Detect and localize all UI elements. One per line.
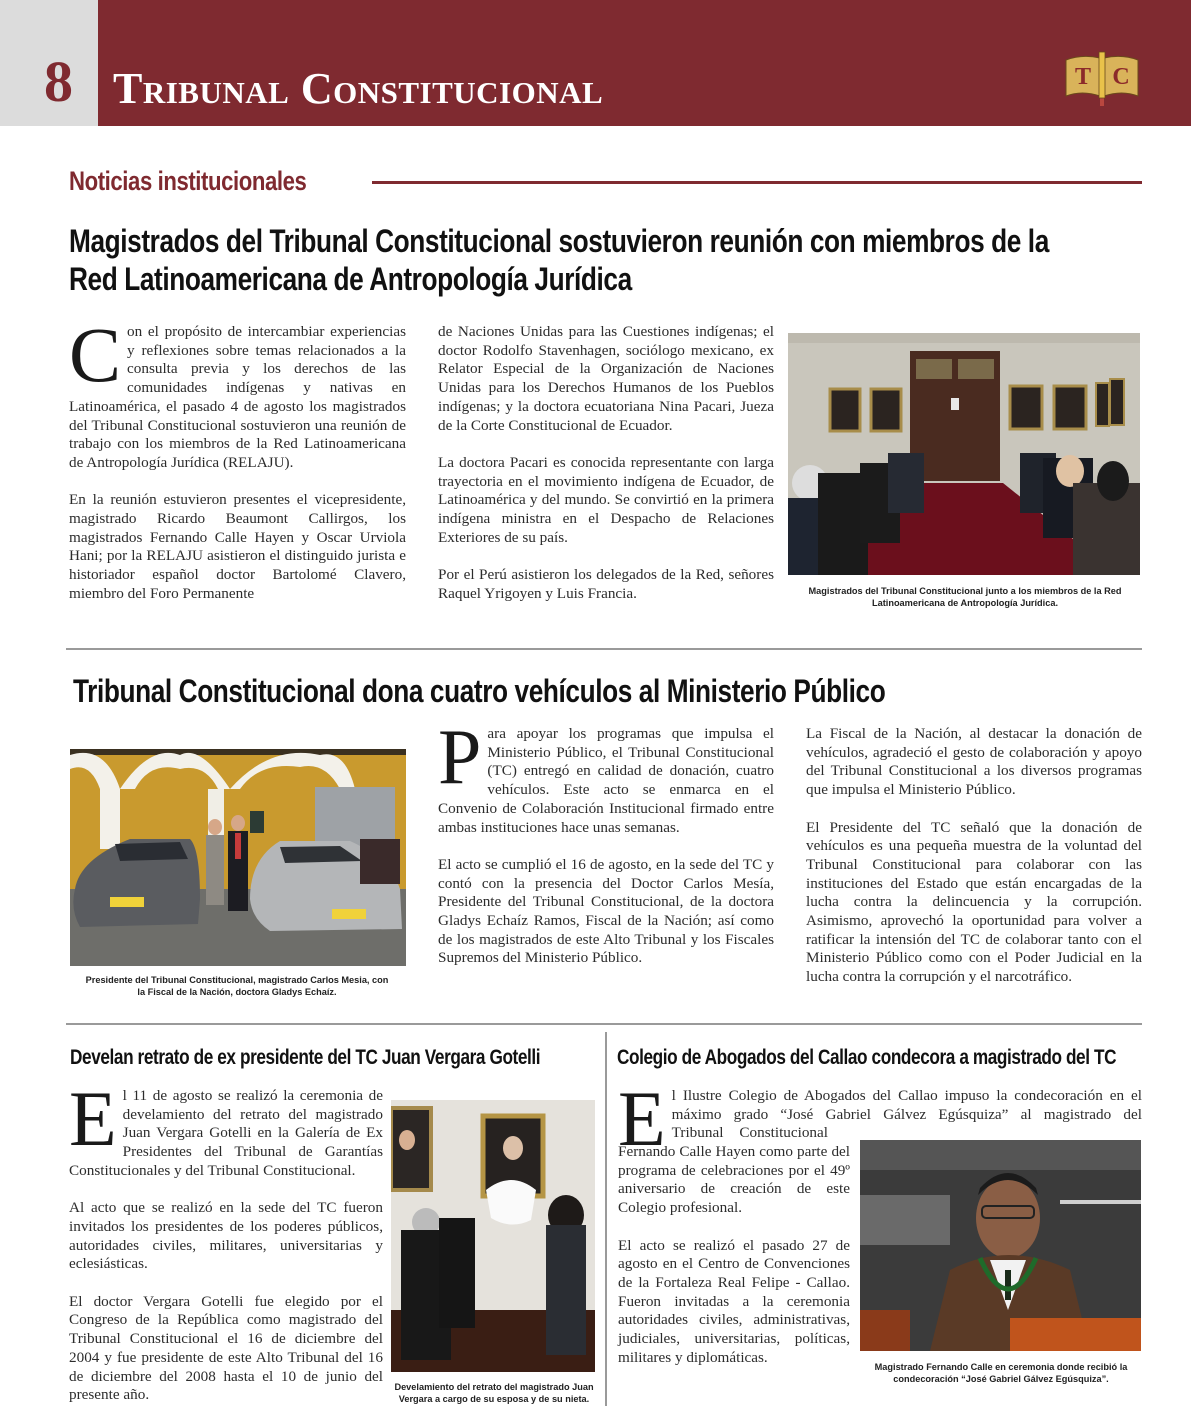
article-3-headline: Develan retrato de ex presidente del TC Juan Vergara Gotelli xyxy=(70,1046,541,1069)
paragraph: de Naciones Unidas para las Cuestiones indígenas; el doctor Rodolfo Stavenhagen, sociólogo mexicano, ex Relator Especial de la Organización de Naciones Unidas para los Derechos Humanos de los Pueblos indígenas; y la doctora ecuatoriana Nina Pacari, Jueza de la Corte Constitucional de Ecuador. xyxy=(438,323,774,434)
paragraph: En la reunión estuvieron presentes el vicepresidente, magistrado Ricardo Beaumont Callirgos, los magistrados Fernando Calle Hayen y Oscar Urviola Hani; por la RELAJU asistieron el distinguido jurista e historiador español doctor Bartolomé Clavero, miembro del Foro Permanente xyxy=(69,491,406,602)
paragraph: El acto se realizó el pasado 27 de agosto en el Centro de Convenciones de la Fortaleza Real Felipe - Callao. Fueron invitadas a la ceremonia autoridades civiles, administrativas, judiciales, universitarias, políticas, militares y diplomáticas. xyxy=(618,1236,850,1366)
article-2-column-2 xyxy=(806,725,1142,987)
headline-line-1: Magistrados del Tribunal Constitucional sostuvieron reunión con miembros de la xyxy=(69,223,1049,259)
article-1-column-1 xyxy=(69,311,406,604)
award-ceremony-caption: Magistrado Fernando Calle en ceremonia donde recibió la condecoración “José Gabriel Gálvez Egúsquiza”. xyxy=(874,1362,1128,1384)
tc-book-logo-icon xyxy=(1062,48,1142,108)
article-4-headline: Colegio de Abogados del Callao condecora a magistrado del TC xyxy=(617,1046,1117,1069)
award-ceremony-photo-image xyxy=(860,1140,1141,1351)
article-4-body xyxy=(618,1143,850,1367)
paragraph: El Presidente del TC señaló que la donación de vehículos es una pequeña muestra de la voluntad del Tribunal Constitucional para colaborar con las instituciones del Estado que están encargadas de la lucha contra la delincuencia y la corrupción. Asimismo, aprovechó la oportunidad para volver a ratificar la intensión del TC de colaborar tanto con el Ministerio Público como con el Poder Judicial en la lucha contra la corrupción y el narcotráfico. xyxy=(806,818,1142,986)
paragraph: Por el Perú asistieron los delegados de la Red, señores Raquel Yrigoyen y Luis Francia. xyxy=(438,566,774,602)
section-label: Noticias institucionales xyxy=(69,166,307,196)
article-2-column-1 xyxy=(438,713,774,968)
article-3-body xyxy=(69,1075,383,1405)
dropcap: E xyxy=(618,1075,666,1162)
headline-line-2: Red Latinoamericana de Antropología Jurídica xyxy=(69,261,632,297)
paragraph: El acto se cumplió el 16 de agosto, en la sede del TC y contó con la presencia del Doctor Carlos Mesía, Presidente del Tribunal Constitucional, de la doctora Gladys Echaíz Ramos, Fiscal de la Nación; así como de los magistrados de este Alto Tribunal y los Fiscales Supremos del Ministerio Público. xyxy=(438,855,774,967)
award-ceremony-photo xyxy=(860,1140,1141,1351)
svg-text:C: C xyxy=(1112,64,1130,90)
meeting-photo-image xyxy=(788,333,1140,575)
section-divider xyxy=(372,181,1142,184)
column-divider xyxy=(605,1032,607,1406)
meeting-photo-caption: Magistrados del Tribunal Constitucional junto a los miembros de la Red Latinoamericana de Antropología Jurídica. xyxy=(808,586,1122,608)
article-4-intro xyxy=(618,1075,1142,1162)
portrait-unveiling-caption: Develamiento del retrato del magistrado Juan Vergara a cargo de su esposa y de su nieta. xyxy=(394,1382,594,1404)
paragraph: ara apoyar los programas que impulsa el Ministerio Público, el Tribunal Constitucional (TC) entregó en calidad de donación, cuatro vehículos. Este acto se enmarca en el Convenio de Colaboración Institucional firmado entre ambas instituciones hace unas semanas. xyxy=(438,725,774,836)
page-number: 8 xyxy=(44,49,73,114)
vehicles-photo-caption: Presidente del Tribunal Constitucional, magistrado Carlos Mesia, con la Fiscal de la Nación, doctora Gladys Echaíz. xyxy=(85,975,389,997)
paragraph: La doctora Pacari es conocida representante con larga trayectoria en el movimiento indígena de Ecuador, de Latinoamérica y del mundo. Se convirtió en la primera indígena ministra en el Despacho de Relaciones Exteriores de su país. xyxy=(438,453,774,546)
portrait-unveiling-photo xyxy=(391,1100,595,1372)
paragraph: on el propósito de intercambiar experiencias y reflexiones sobre temas relacionados a la consulta previa y los derechos de las comunidades indígenas y nativas en Latinoamérica, el pasado 4 de agosto los magistrados del Tribunal Constitucional sostuvieron una reunión de trabajo con los miembros de la Red Latinoamericana de Antropología Jurídica (RELAJU). xyxy=(69,323,406,471)
paragraph: Fernando Calle Hayen como parte del programa de celebraciones por el 49º aniversario de creación de este Colegio profesional. xyxy=(618,1143,850,1217)
intro-line: Tribunal Constitucional xyxy=(671,1124,828,1142)
vehicles-photo-image xyxy=(70,749,406,966)
meeting-photo xyxy=(788,333,1140,575)
dropcap: C xyxy=(69,311,122,398)
intro-line: máximo grado “José Gabriel Gálvez Egúsquiza” al magistrado del xyxy=(671,1105,1142,1123)
intro-line: l Ilustre Colegio de Abogados del Callao impuso la condecoración en el xyxy=(671,1087,1142,1104)
article-2-headline: Tribunal Constitucional dona cuatro vehículos al Ministerio Público xyxy=(73,673,886,709)
dropcap: E xyxy=(69,1075,117,1162)
paragraph: l 11 de agosto se realizó la ceremonia de develamiento del retrato del magistrado Juan Vergara Gotelli en la Galería de Ex Presidentes del Tribunal de Garantías Constitucionales y del Tribunal Constitucional. xyxy=(69,1087,383,1179)
vehicles-photo xyxy=(70,749,406,966)
dropcap: P xyxy=(438,713,482,800)
article-1-headline xyxy=(69,222,1143,298)
page-number-box xyxy=(0,0,98,126)
article-1-column-2 xyxy=(438,323,774,604)
paragraph: La Fiscal de la Nación, al destacar la donación de vehículos, agradeció el gesto de colaboración y apoyo del Tribunal Constitucional a los diversos programas que impulsa el Ministerio Público. xyxy=(806,725,1142,799)
article-divider xyxy=(66,1023,1142,1025)
paragraph: Al acto que se realizó en la sede del TC fueron invitados los presidentes de los poderes públicos, autoridades civiles, militares, universitarias y eclesiásticas. xyxy=(69,1199,383,1273)
page-header xyxy=(0,0,1191,126)
paragraph: El doctor Vergara Gotelli fue elegido por el Congreso de la República como magistrado del Tribunal Constitucional el 16 de diciembre del 2004 y fue presidente de este Alto Tribunal del 16 de diciembre del 2008 hasta el 10 de junio del presente año. xyxy=(69,1292,383,1404)
portrait-unveiling-photo-image xyxy=(391,1100,595,1372)
article-divider xyxy=(66,648,1142,650)
svg-text:T: T xyxy=(1074,64,1092,90)
publication-title: Tribunal Constitucional xyxy=(113,64,604,113)
